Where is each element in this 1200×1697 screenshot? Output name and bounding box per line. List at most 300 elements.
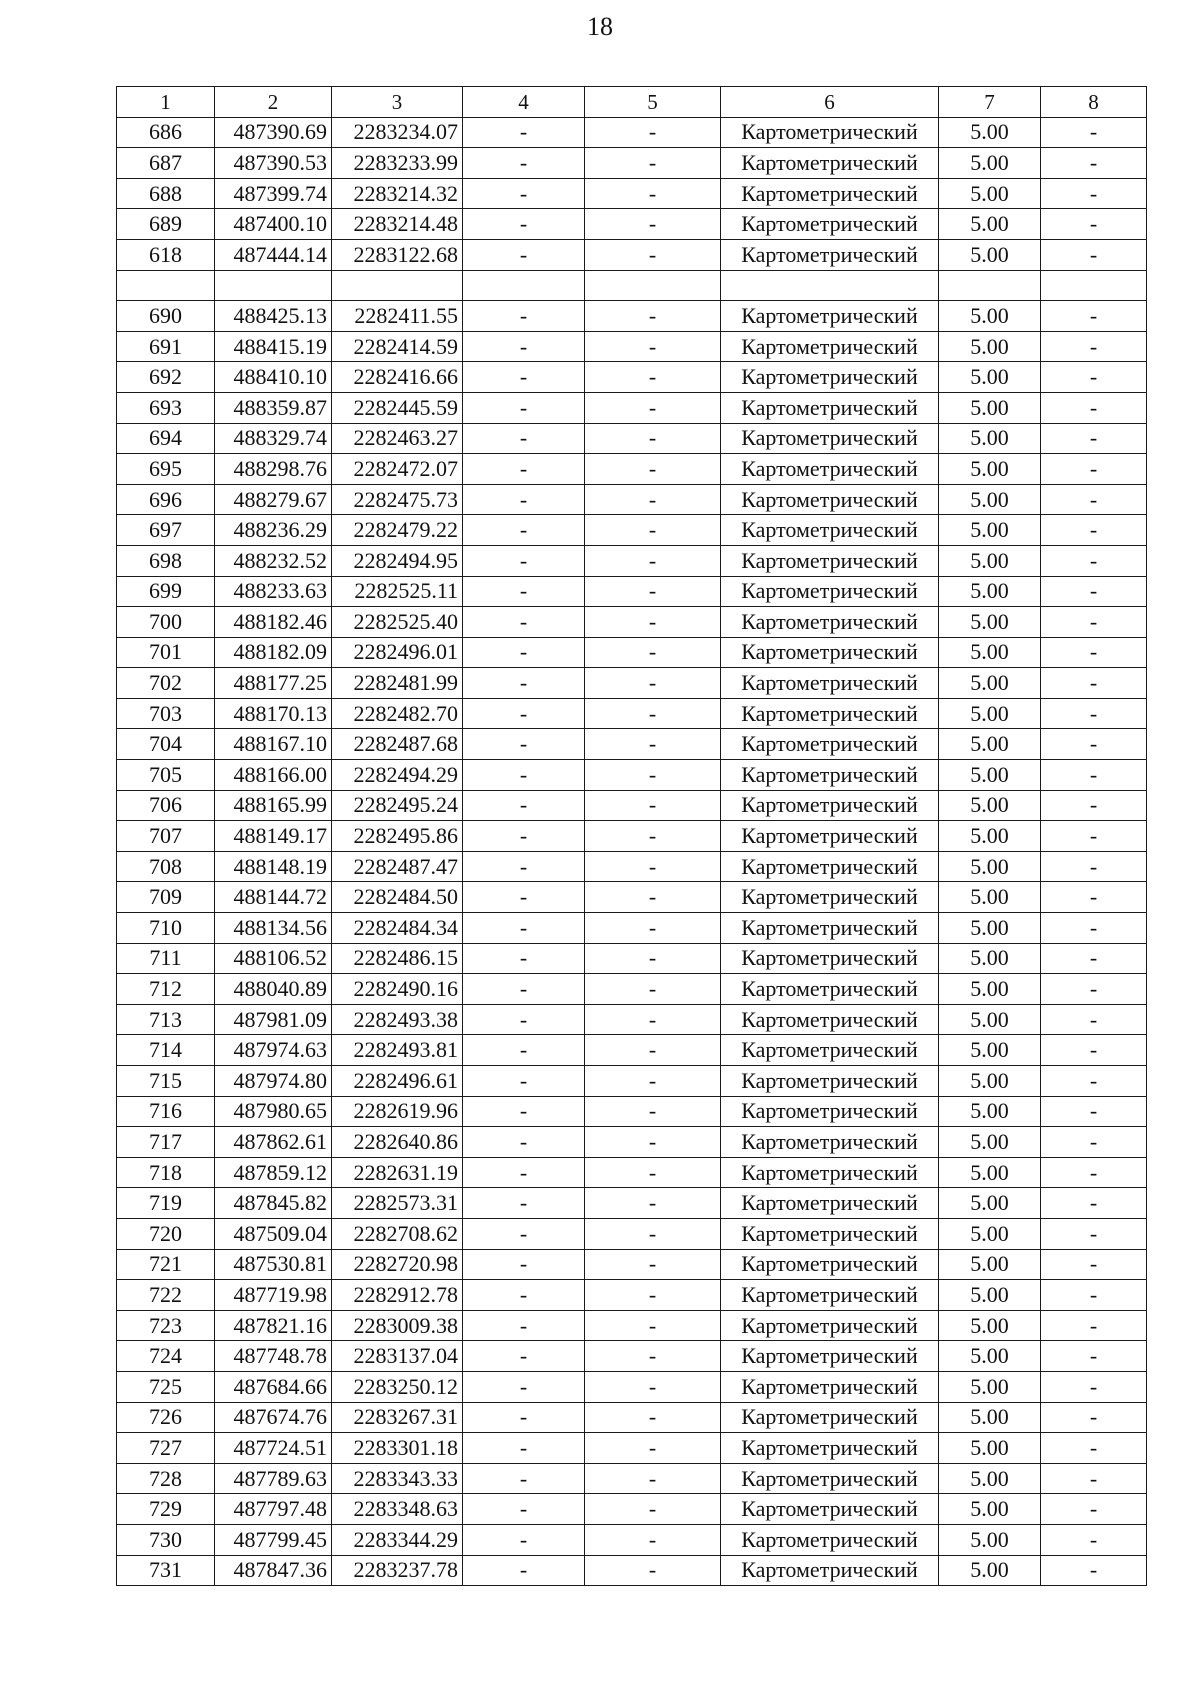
cell-col-8: - [1041,1066,1147,1097]
cell-col-5: - [585,1433,721,1464]
cell-coord-y: 2282495.86 [332,821,463,852]
cell-col-8: - [1041,1341,1147,1372]
cell-col-8: - [1041,1524,1147,1555]
cell-col-8: - [1041,576,1147,607]
cell-col-8 [1041,270,1147,301]
cell-accuracy: 5.00 [939,1188,1041,1219]
cell-coord-y: 2282445.59 [332,392,463,423]
table-row [117,1310,1147,1341]
cell-method [721,270,939,301]
cell-col-4: - [463,1433,585,1464]
cell-method: Картометрический [721,1127,939,1158]
cell-coord-x: 487509.04 [215,1218,332,1249]
cell-accuracy: 5.00 [939,1524,1041,1555]
cell-coord-y: 2282411.55 [332,301,463,332]
cell-accuracy: 5.00 [939,760,1041,791]
cell-col-5: - [585,1249,721,1280]
cell-method: Картометрический [721,882,939,913]
cell-method: Картометрический [721,301,939,332]
cell-point-number: 698 [117,545,215,576]
cell-col-5: - [585,1463,721,1494]
cell-col-5: - [585,760,721,791]
cell-col-8: - [1041,729,1147,760]
cell-accuracy: 5.00 [939,239,1041,270]
cell-coord-x: 488134.56 [215,913,332,944]
cell-coord-y: 2283343.33 [332,1463,463,1494]
cell-point-number: 711 [117,943,215,974]
cell-point-number [117,270,215,301]
cell-coord-x: 488167.10 [215,729,332,760]
table-row [117,178,1147,209]
cell-coord-x: 487797.48 [215,1494,332,1525]
cell-col-4: - [463,1280,585,1311]
table-row [117,851,1147,882]
cell-coord-x: 488359.87 [215,392,332,423]
cell-point-number: 723 [117,1310,215,1341]
cell-accuracy: 5.00 [939,1157,1041,1188]
cell-col-5: - [585,974,721,1005]
table-row [117,1463,1147,1494]
cell-accuracy: 5.00 [939,362,1041,393]
cell-coord-x: 488177.25 [215,668,332,699]
cell-col-5: - [585,239,721,270]
cell-col-4: - [463,729,585,760]
cell-point-number: 720 [117,1218,215,1249]
table-row [117,882,1147,913]
table-row [117,760,1147,791]
table-row [117,1066,1147,1097]
table-row [117,423,1147,454]
cell-col-5: - [585,698,721,729]
cell-point-number: 717 [117,1127,215,1158]
cell-col-8: - [1041,454,1147,485]
cell-col-8: - [1041,1249,1147,1280]
cell-col-4: - [463,1004,585,1035]
table-row [117,362,1147,393]
cell-col-8: - [1041,392,1147,423]
cell-method: Картометрический [721,576,939,607]
cell-coord-x: 488410.10 [215,362,332,393]
table-row [117,1433,1147,1464]
cell-col-8: - [1041,913,1147,944]
cell-coord-x: 488232.52 [215,545,332,576]
cell-coord-x: 487530.81 [215,1249,332,1280]
cell-method: Картометрический [721,974,939,1005]
cell-point-number: 727 [117,1433,215,1464]
cell-accuracy: 5.00 [939,637,1041,668]
cell-coord-y: 2282416.66 [332,362,463,393]
cell-coord-y: 2282494.95 [332,545,463,576]
cell-method: Картометрический [721,637,939,668]
cell-coord-y: 2282493.38 [332,1004,463,1035]
cell-col-8: - [1041,545,1147,576]
cell-col-4: - [463,1066,585,1097]
cell-col-5: - [585,454,721,485]
cell-col-5: - [585,209,721,240]
cell-col-5: - [585,1096,721,1127]
cell-col-4: - [463,178,585,209]
table-row [117,301,1147,332]
cell-col-4: - [463,148,585,179]
cell-col-4: - [463,1310,585,1341]
cell-point-number: 706 [117,790,215,821]
cell-coord-x: 487859.12 [215,1157,332,1188]
cell-point-number: 715 [117,1066,215,1097]
cell-col-8: - [1041,882,1147,913]
cell-col-4: - [463,913,585,944]
cell-point-number: 712 [117,974,215,1005]
cell-col-8: - [1041,607,1147,638]
cell-col-8: - [1041,760,1147,791]
cell-accuracy: 5.00 [939,1004,1041,1035]
cell-accuracy: 5.00 [939,1127,1041,1158]
cell-col-5: - [585,943,721,974]
cell-coord-x: 488148.19 [215,851,332,882]
cell-coord-y: 2283233.99 [332,148,463,179]
cell-coord-x: 487719.98 [215,1280,332,1311]
cell-coord-y: 2282484.50 [332,882,463,913]
cell-point-number: 709 [117,882,215,913]
cell-coord-x: 488182.09 [215,637,332,668]
cell-col-4: - [463,1035,585,1066]
cell-col-5: - [585,1341,721,1372]
cell-coord-x: 488170.13 [215,698,332,729]
cell-method: Картометрический [721,148,939,179]
cell-coord-y: 2282490.16 [332,974,463,1005]
cell-point-number: 716 [117,1096,215,1127]
cell-coord-y: 2282495.24 [332,790,463,821]
cell-coord-x [215,270,332,301]
cell-coord-y: 2282463.27 [332,423,463,454]
cell-col-5: - [585,1524,721,1555]
cell-coord-y: 2282486.15 [332,943,463,974]
cell-method: Картометрический [721,1555,939,1586]
cell-coord-x: 487862.61 [215,1127,332,1158]
cell-col-4: - [463,882,585,913]
cell-col-5: - [585,1402,721,1433]
cell-coord-x: 487980.65 [215,1096,332,1127]
cell-coord-x: 487674.76 [215,1402,332,1433]
cell-coord-y: 2282487.47 [332,851,463,882]
cell-point-number: 719 [117,1188,215,1219]
cell-col-4: - [463,209,585,240]
cell-coord-y: 2283237.78 [332,1555,463,1586]
cell-col-4: - [463,117,585,148]
table-body [117,87,1147,1586]
cell-col-4 [463,270,585,301]
cell-point-number: 728 [117,1463,215,1494]
cell-col-5: - [585,1035,721,1066]
cell-col-4: - [463,484,585,515]
cell-point-number: 729 [117,1494,215,1525]
cell-coord-y: 2282708.62 [332,1218,463,1249]
cell-method: Картометрический [721,1280,939,1311]
cell-accuracy: 5.00 [939,576,1041,607]
cell-method: Картометрический [721,423,939,454]
cell-point-number: 702 [117,668,215,699]
cell-col-4: - [463,1249,585,1280]
cell-col-8: - [1041,148,1147,179]
cell-coord-x: 487390.69 [215,117,332,148]
cell-col-4: - [463,1524,585,1555]
cell-col-5: - [585,790,721,821]
cell-col-4: - [463,301,585,332]
cell-accuracy: 5.00 [939,1402,1041,1433]
cell-coord-x: 488165.99 [215,790,332,821]
cell-col-4: - [463,974,585,1005]
cell-method: Картометрический [721,1463,939,1494]
cell-accuracy: 5.00 [939,1096,1041,1127]
cell-method: Картометрический [721,760,939,791]
cell-col-5 [585,270,721,301]
table-row [117,1157,1147,1188]
cell-col-8: - [1041,515,1147,546]
table-row [117,1494,1147,1525]
cell-method: Картометрический [721,790,939,821]
cell-col-8: - [1041,1402,1147,1433]
cell-point-number: 693 [117,392,215,423]
cell-col-4: - [463,637,585,668]
table-row [117,637,1147,668]
cell-method: Картометрический [721,1157,939,1188]
cell-col-4: - [463,698,585,729]
cell-coord-y: 2283234.07 [332,117,463,148]
cell-coord-x: 488233.63 [215,576,332,607]
cell-col-4: - [463,515,585,546]
column-header-8: 8 [1041,87,1147,118]
table-row [117,607,1147,638]
cell-coord-x: 488040.89 [215,974,332,1005]
cell-accuracy: 5.00 [939,454,1041,485]
cell-coord-x: 487399.74 [215,178,332,209]
cell-col-4: - [463,1371,585,1402]
cell-coord-y: 2282482.70 [332,698,463,729]
cell-col-4: - [463,760,585,791]
cell-coord-y: 2283214.32 [332,178,463,209]
cell-accuracy: 5.00 [939,913,1041,944]
cell-col-4: - [463,607,585,638]
table-row [117,1188,1147,1219]
cell-point-number: 700 [117,607,215,638]
cell-coord-y: 2283344.29 [332,1524,463,1555]
column-header-4: 4 [463,87,585,118]
cell-accuracy: 5.00 [939,178,1041,209]
cell-col-8: - [1041,821,1147,852]
cell-accuracy: 5.00 [939,545,1041,576]
cell-col-8: - [1041,1555,1147,1586]
cell-col-8: - [1041,423,1147,454]
table-row [117,1096,1147,1127]
cell-col-5: - [585,1494,721,1525]
column-header-5: 5 [585,87,721,118]
cell-accuracy: 5.00 [939,1218,1041,1249]
table-row [117,1341,1147,1372]
table-row [117,484,1147,515]
cell-accuracy: 5.00 [939,1066,1041,1097]
cell-coord-x: 487847.36 [215,1555,332,1586]
cell-method: Картометрический [721,1004,939,1035]
table-row [117,1371,1147,1402]
cell-coord-x: 488298.76 [215,454,332,485]
column-header-7: 7 [939,87,1041,118]
cell-coord-x: 488106.52 [215,943,332,974]
cell-accuracy: 5.00 [939,821,1041,852]
cell-col-4: - [463,331,585,362]
cell-point-number: 708 [117,851,215,882]
cell-coord-y: 2282720.98 [332,1249,463,1280]
cell-col-4: - [463,790,585,821]
cell-point-number: 705 [117,760,215,791]
cell-col-5: - [585,607,721,638]
cell-point-number: 704 [117,729,215,760]
table-row [117,698,1147,729]
cell-col-5: - [585,1004,721,1035]
cell-col-5: - [585,148,721,179]
cell-col-5: - [585,1127,721,1158]
cell-accuracy: 5.00 [939,607,1041,638]
cell-point-number: 731 [117,1555,215,1586]
table-row [117,331,1147,362]
cell-col-5: - [585,637,721,668]
coordinates-table [116,86,1147,1586]
cell-col-4: - [463,1157,585,1188]
table-row [117,454,1147,485]
cell-accuracy: 5.00 [939,209,1041,240]
cell-point-number: 710 [117,913,215,944]
cell-coord-y: 2282472.07 [332,454,463,485]
cell-col-5: - [585,392,721,423]
table-row [117,821,1147,852]
cell-col-4: - [463,1463,585,1494]
cell-method: Картометрический [721,484,939,515]
cell-col-5: - [585,1066,721,1097]
cell-coord-y: 2283250.12 [332,1371,463,1402]
cell-col-8: - [1041,1035,1147,1066]
cell-method: Картометрический [721,239,939,270]
cell-coord-x: 488144.72 [215,882,332,913]
cell-point-number: 726 [117,1402,215,1433]
cell-col-5: - [585,362,721,393]
cell-accuracy: 5.00 [939,1249,1041,1280]
cell-accuracy: 5.00 [939,729,1041,760]
cell-col-5: - [585,117,721,148]
cell-method: Картометрический [721,1433,939,1464]
cell-accuracy: 5.00 [939,668,1041,699]
cell-col-5: - [585,545,721,576]
cell-coord-y: 2283267.31 [332,1402,463,1433]
table-row [117,545,1147,576]
cell-point-number: 697 [117,515,215,546]
cell-point-number: 725 [117,1371,215,1402]
cell-coord-x: 487974.63 [215,1035,332,1066]
cell-col-4: - [463,545,585,576]
cell-col-8: - [1041,1433,1147,1464]
table-row [117,1218,1147,1249]
cell-col-4: - [463,1494,585,1525]
cell-coord-x: 487400.10 [215,209,332,240]
cell-col-8: - [1041,1463,1147,1494]
cell-point-number: 694 [117,423,215,454]
cell-method: Картометрический [721,392,939,423]
cell-point-number: 686 [117,117,215,148]
table-row [117,668,1147,699]
cell-coord-y: 2282631.19 [332,1157,463,1188]
cell-point-number: 692 [117,362,215,393]
table-row [117,1280,1147,1311]
cell-point-number: 696 [117,484,215,515]
page-number: 18 [587,12,613,41]
cell-col-5: - [585,484,721,515]
cell-col-5: - [585,1157,721,1188]
cell-method: Картометрический [721,1066,939,1097]
cell-col-8: - [1041,1004,1147,1035]
cell-coord-x: 488415.19 [215,331,332,362]
cell-coord-x: 487981.09 [215,1004,332,1035]
cell-coord-y: 2282475.73 [332,484,463,515]
cell-coord-x: 487789.63 [215,1463,332,1494]
cell-accuracy: 5.00 [939,943,1041,974]
cell-method: Картометрический [721,117,939,148]
table-row [117,729,1147,760]
cell-coord-x: 487748.78 [215,1341,332,1372]
cell-col-4: - [463,1096,585,1127]
cell-coord-x: 487444.14 [215,239,332,270]
table-row [117,270,1147,301]
cell-coord-y: 2282640.86 [332,1127,463,1158]
cell-accuracy: 5.00 [939,1310,1041,1341]
cell-accuracy: 5.00 [939,1341,1041,1372]
cell-point-number: 699 [117,576,215,607]
cell-col-4: - [463,239,585,270]
table-row [117,943,1147,974]
cell-col-8: - [1041,974,1147,1005]
cell-col-8: - [1041,331,1147,362]
cell-coord-x: 488236.29 [215,515,332,546]
cell-point-number: 701 [117,637,215,668]
cell-col-8: - [1041,301,1147,332]
cell-col-8: - [1041,1127,1147,1158]
cell-col-8: - [1041,239,1147,270]
cell-coord-y: 2282573.31 [332,1188,463,1219]
table-row [117,913,1147,944]
cell-coord-y: 2282496.61 [332,1066,463,1097]
cell-accuracy: 5.00 [939,1371,1041,1402]
cell-method: Картометрический [721,851,939,882]
table-row [117,1249,1147,1280]
cell-col-4: - [463,454,585,485]
cell-coord-y: 2283348.63 [332,1494,463,1525]
cell-method: Картометрический [721,1402,939,1433]
table-row [117,1127,1147,1158]
cell-accuracy: 5.00 [939,392,1041,423]
cell-method: Картометрический [721,1524,939,1555]
cell-accuracy: 5.00 [939,851,1041,882]
cell-point-number: 618 [117,239,215,270]
cell-col-8: - [1041,790,1147,821]
cell-accuracy: 5.00 [939,1555,1041,1586]
cell-col-5: - [585,821,721,852]
cell-method: Картометрический [721,729,939,760]
cell-point-number: 690 [117,301,215,332]
cell-col-5: - [585,1371,721,1402]
cell-method: Картометрический [721,454,939,485]
cell-coord-x: 488182.46 [215,607,332,638]
cell-col-5: - [585,668,721,699]
column-header-1: 1 [117,87,215,118]
cell-col-4: - [463,943,585,974]
cell-method: Картометрический [721,1494,939,1525]
cell-col-4: - [463,821,585,852]
